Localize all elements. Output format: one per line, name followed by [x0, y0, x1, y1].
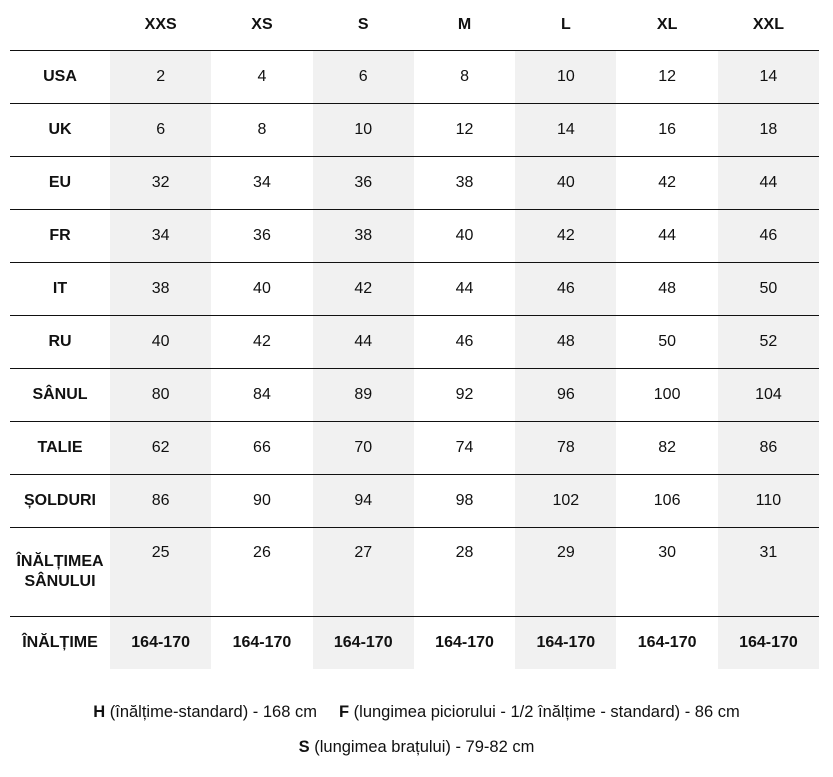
table-cell: 46: [515, 263, 616, 316]
table-row: [10, 369, 819, 422]
table-cell: 98: [455, 492, 474, 509]
row-label: SÂNUL: [32, 386, 88, 403]
table-cell: 164-170: [637, 634, 697, 651]
table-cell: 10: [313, 104, 414, 157]
table-row: [10, 210, 819, 263]
table-row: [10, 51, 819, 104]
table-cell: 34: [253, 174, 271, 191]
table-row: [10, 475, 819, 528]
table-row: [10, 617, 819, 670]
note-key-s: S: [298, 738, 310, 756]
table-cell: 102: [515, 475, 616, 528]
table-cell: 86: [110, 475, 211, 528]
row-label: ÎNĂLȚIME: [22, 634, 98, 651]
table-cell: 46: [455, 333, 474, 350]
table-cell: 40: [110, 316, 211, 369]
note-text-f: (lungimea piciorului - 1/2 înălțime - standard) - 86 cm: [349, 703, 740, 721]
table-cell: 44: [455, 280, 474, 297]
table-row: [10, 263, 819, 316]
table-cell: 50: [718, 263, 819, 316]
table-cell: 90: [253, 492, 271, 509]
note-text-h: (înălțime-standard) - 168 cm: [105, 703, 317, 721]
corner-cell: [10, 0, 110, 51]
table-cell: 30: [658, 544, 677, 561]
table-cell: 96: [515, 369, 616, 422]
row-label: IT: [52, 280, 68, 297]
size-table: [10, 0, 819, 669]
table-cell: 66: [253, 439, 271, 456]
table-cell: 44: [658, 227, 677, 244]
table-row: [10, 422, 819, 475]
table-row: [10, 528, 819, 617]
table-cell: 44: [718, 157, 819, 210]
table-cell: 40: [253, 280, 271, 297]
table-cell: 164-170: [313, 617, 414, 670]
table-cell: 74: [455, 439, 474, 456]
table-cell: 164-170: [718, 617, 819, 670]
table-cell: 16: [658, 121, 677, 138]
table-cell: 38: [110, 263, 211, 316]
row-label-line: ÎNĂLȚIMEA: [16, 553, 104, 570]
table-cell: 80: [110, 369, 211, 422]
table-row: [10, 157, 819, 210]
table-cell: 8: [257, 121, 267, 138]
table-cell: 38: [455, 174, 474, 191]
table-cell: 100: [653, 386, 681, 403]
note-text-s: (lungimea brațului) - 79-82 cm: [309, 738, 535, 756]
table-cell: 34: [110, 210, 211, 263]
size-header-row: [10, 0, 819, 51]
table-cell: 10: [515, 51, 616, 104]
row-label: RU: [48, 333, 72, 350]
size-header: XL: [656, 16, 678, 33]
table-cell: 164-170: [435, 634, 494, 651]
size-header: XXS: [144, 16, 177, 33]
table-row: [10, 316, 819, 369]
table-cell: 42: [253, 333, 271, 350]
table-cell: 12: [658, 68, 677, 85]
table-cell: 14: [515, 104, 616, 157]
table-cell: 26: [253, 544, 271, 561]
table-cell: 164-170: [515, 617, 616, 670]
table-cell: 70: [313, 422, 414, 475]
table-cell: 38: [313, 210, 414, 263]
table-cell: 18: [718, 104, 819, 157]
table-cell: 94: [313, 475, 414, 528]
table-cell: 27: [313, 528, 414, 617]
table-cell: 42: [515, 210, 616, 263]
row-label: TALIE: [37, 439, 83, 456]
table-cell: 92: [455, 386, 474, 403]
row-label: UK: [48, 121, 72, 138]
table-cell: 14: [718, 51, 819, 104]
table-cell: 36: [253, 227, 271, 244]
row-label: FR: [49, 227, 71, 244]
table-cell: 6: [110, 104, 211, 157]
table-cell: 32: [110, 157, 211, 210]
table-cell: 84: [253, 386, 271, 403]
row-label: EU: [48, 174, 72, 191]
size-header: XXL: [752, 16, 784, 33]
size-header: M: [457, 16, 472, 33]
table-cell: 89: [313, 369, 414, 422]
note-key-h: H: [93, 703, 106, 721]
table-cell: 28: [455, 544, 474, 561]
table-cell: 106: [653, 492, 681, 509]
table-cell: 110: [718, 475, 819, 528]
table-cell: 4: [257, 68, 267, 85]
table-cell: 12: [455, 121, 474, 138]
size-header: L: [560, 16, 571, 33]
row-label-line: SÂNULUI: [24, 573, 96, 590]
table-cell: 31: [718, 528, 819, 617]
size-header: XS: [251, 16, 273, 33]
size-header: S: [357, 16, 369, 33]
table-row: [10, 104, 819, 157]
notes-line-1: [0, 700, 833, 724]
table-cell: 44: [313, 316, 414, 369]
table-cell: 25: [110, 528, 211, 617]
measurement-notes: [0, 700, 833, 759]
row-label: USA: [43, 68, 77, 85]
table-cell: 29: [515, 528, 616, 617]
table-cell: 164-170: [232, 634, 292, 651]
table-cell: 42: [658, 174, 677, 191]
table-cell: 46: [718, 210, 819, 263]
table-cell: 164-170: [110, 617, 211, 670]
table-cell: 62: [110, 422, 211, 475]
notes-line-2: [0, 735, 833, 759]
table-cell: 48: [515, 316, 616, 369]
row-label: [10, 528, 110, 617]
table-cell: 48: [658, 280, 677, 297]
table-cell: 42: [313, 263, 414, 316]
table-cell: 8: [460, 68, 469, 85]
table-cell: 52: [718, 316, 819, 369]
table-cell: 36: [313, 157, 414, 210]
table-cell: 78: [515, 422, 616, 475]
note-key-f: F: [338, 703, 350, 721]
table-cell: 50: [658, 333, 677, 350]
row-label: ȘOLDURI: [24, 492, 96, 509]
table-cell: 104: [718, 369, 819, 422]
table-cell: 40: [515, 157, 616, 210]
table-cell: 86: [718, 422, 819, 475]
table-cell: 6: [313, 51, 414, 104]
table-cell: 40: [455, 227, 474, 244]
table-cell: 2: [110, 51, 211, 104]
table-cell: 82: [658, 439, 677, 456]
